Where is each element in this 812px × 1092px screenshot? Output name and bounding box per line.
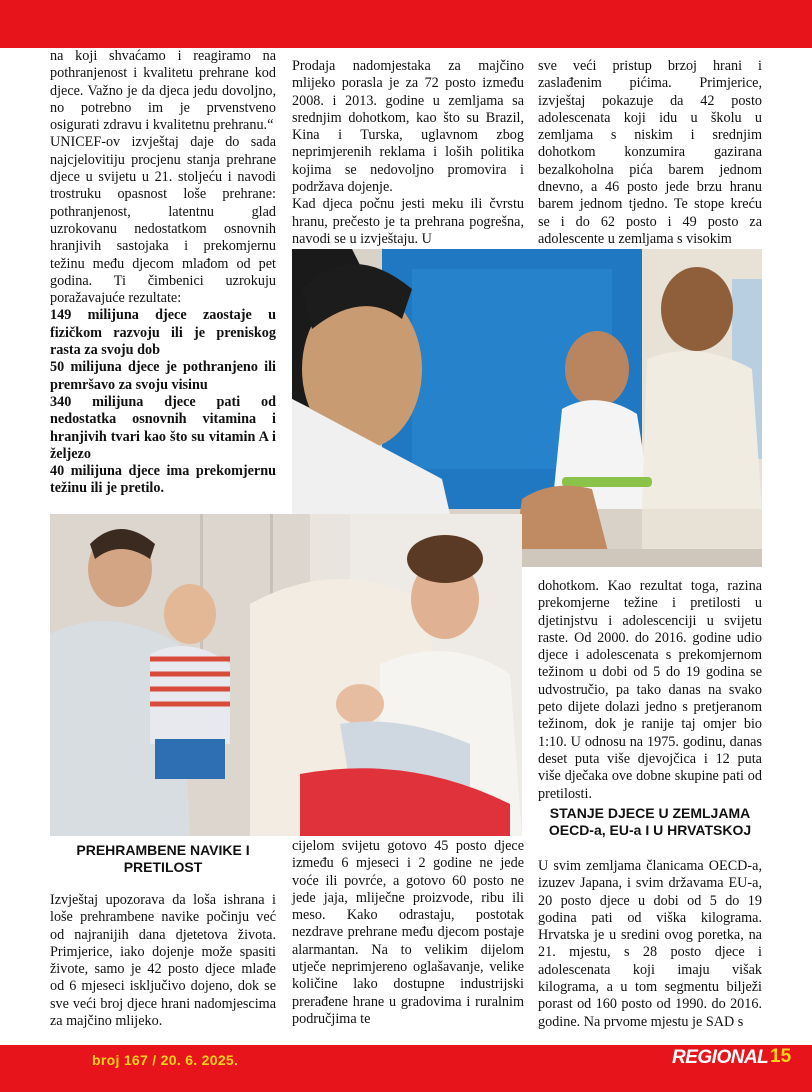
article-column-2 — [292, 58, 524, 248]
bold-statistic: 50 milijuna djece je pothranjeno ili premršavo za svoju visinu — [50, 359, 276, 393]
issue-date: broj 167 / 20. 6. 2025. — [92, 1052, 239, 1068]
bold-statistic: 149 milijuna djece zaostaje u fizičkom razvoju ili je preniskog rasta za svoju dob — [50, 307, 276, 359]
paragraph: U svim zemljama članicama OECD-a, izuzev Japana, i svim državama EU-a, 20 posto djece u dobi od 5 do 19 godina pati od viška kilograma. Hrvatska je u sredini ovog poretka, na 21. mjestu, s 28 posto djece i adolescenata koji imaju višak kilograma, a u tom segmentu bilježi porast od 160 posto od 1990. do 2016. godine. Na prvome mjestu je SAD s — [538, 858, 762, 1030]
paragraph: cijelom svijetu gotovo 45 posto djece između 6 mjeseci i 2 godine ne jede voće ili povrće, a gotovo 60 posto ne jede jaja, mliječne proizvode, ribu ili meso. Kako odrastaju, postotak nezdrave prehrane među djecom postaje alarmantan. Na to velikim dijelom utječe neprimjereno oglašavanje, velike količine lako dostupne industrijski prerađene hrane u gradovima i ruralnim područjima te — [292, 838, 524, 1027]
photo-family-breastfeeding — [50, 514, 522, 836]
paragraph: Izvještaj upozorava da loša ishrana i loše prehrambene navike počinju već od najranijih dana djetetova života. Primjerice, iako dojenje može spasiti živote, samo je 42 posto djece mlađe od 6 mjeseci isključivo dojeno, dok se sve veći broj djece hrani nadomjescima za majčino mlijeko. — [50, 892, 276, 1030]
article-column-3 — [538, 58, 762, 248]
section-heading-oecd-eu-croatia: STANJE DJECE U ZEMLJAMA OECD-a, EU-a I U HRVATSKOJ — [548, 805, 752, 838]
article-column-bottom-middle — [292, 838, 524, 1028]
paragraph: Kad djeca počnu jesti meku ili čvrstu hranu, prečesto je ta prehrana pogrešna, navodi se u izvještaju. U — [292, 196, 524, 247]
bold-statistic: 40 milijuna djece ima prekomjernu težinu ili je pretilo. — [50, 463, 276, 497]
paragraph: Prodaja nadomjestaka za majčino mlijeko porasla je za 72 posto između 2008. i 2013. godine u zemljama sa srednjim dohotkom, kao što su Brazil, Kina i Turska, uglavnom zbog neprimjerenih reklama i loših politika kojima se nedovoljno promovira i podržava dojenje. — [292, 58, 524, 196]
article-column-right-bottom — [538, 858, 762, 1031]
article-column-1 — [50, 48, 276, 498]
page-number: 15 — [770, 1046, 792, 1067]
paragraph: dohotkom. Kao rezultat toga, razina prekomjerne težine i pretilosti u djetinjstvu i adolescenciji u svijetu raste. Od 2000. do 2016. godine udio djece i adolescenata s prekomjernom težinom u dobi od 5 do 19 godina se udvostručio, pa tako danas na svako peto dijete dolazi jedno s pretjeranom težinom, dok je ranije taj omjer bio 1:10. U odnosu na 1975. godinu, danas deset puta više djevojčica i 12 puta više dječaka ove dobne skupine pati od pretilosti. — [538, 578, 762, 802]
paragraph: UNICEF-ov izvještaj daje do sada najcjelovitiju procjenu stanja prehrane djece u svijetu u 21. stoljeću i navodi trostruku opasnost loše prehrane: pothranjenost, latentnu glad uzrokovanu nedostatkom osnovnih hranjivih sastojaka i prekomjernu težinu među djecom mlađom od pet godina. Ti čimbenici uzrokuju poražavajuće rezultate: — [50, 134, 276, 307]
top-color-bar — [0, 0, 812, 48]
bold-statistic: 340 milijuna djece pati od nedostatka osnovnih vitamina i hranjivih tvari kao što su vitamin A i željezo — [50, 393, 276, 462]
section-heading-eating-habits: PREHRAMBENE NAVIKE I PRETILOST — [76, 842, 250, 875]
brand-logo: REGIONAL — [672, 1047, 769, 1068]
paragraph: sve veći pristup brzoj hrani i zaslađenim pićima. Primjerice, izvještaj pokazuje da 42 posto adolescenata koji idu u školu u zemljama s niskim i srednjim dohotkom konzumira gazirana bezalkoholna pića barem jednom dnevno, a 46 posto jede brzu hranu barem jednom tjedno. Te stope kreću se i do 62 posto i 49 posto za adolescente u zemljama s visokim — [538, 58, 762, 247]
article-column-right-middle — [538, 578, 762, 803]
article-column-bottom-left — [50, 892, 276, 1030]
paragraph: na koji shvaćamo i reagiramo na pothranjenost i kvalitetu prehrane kod djece. Važno je da djeca jedu dovoljno, no potrebno im je prvenstveno osigurati zdravu i kvalitetnu prehranu.“ — [50, 48, 276, 134]
